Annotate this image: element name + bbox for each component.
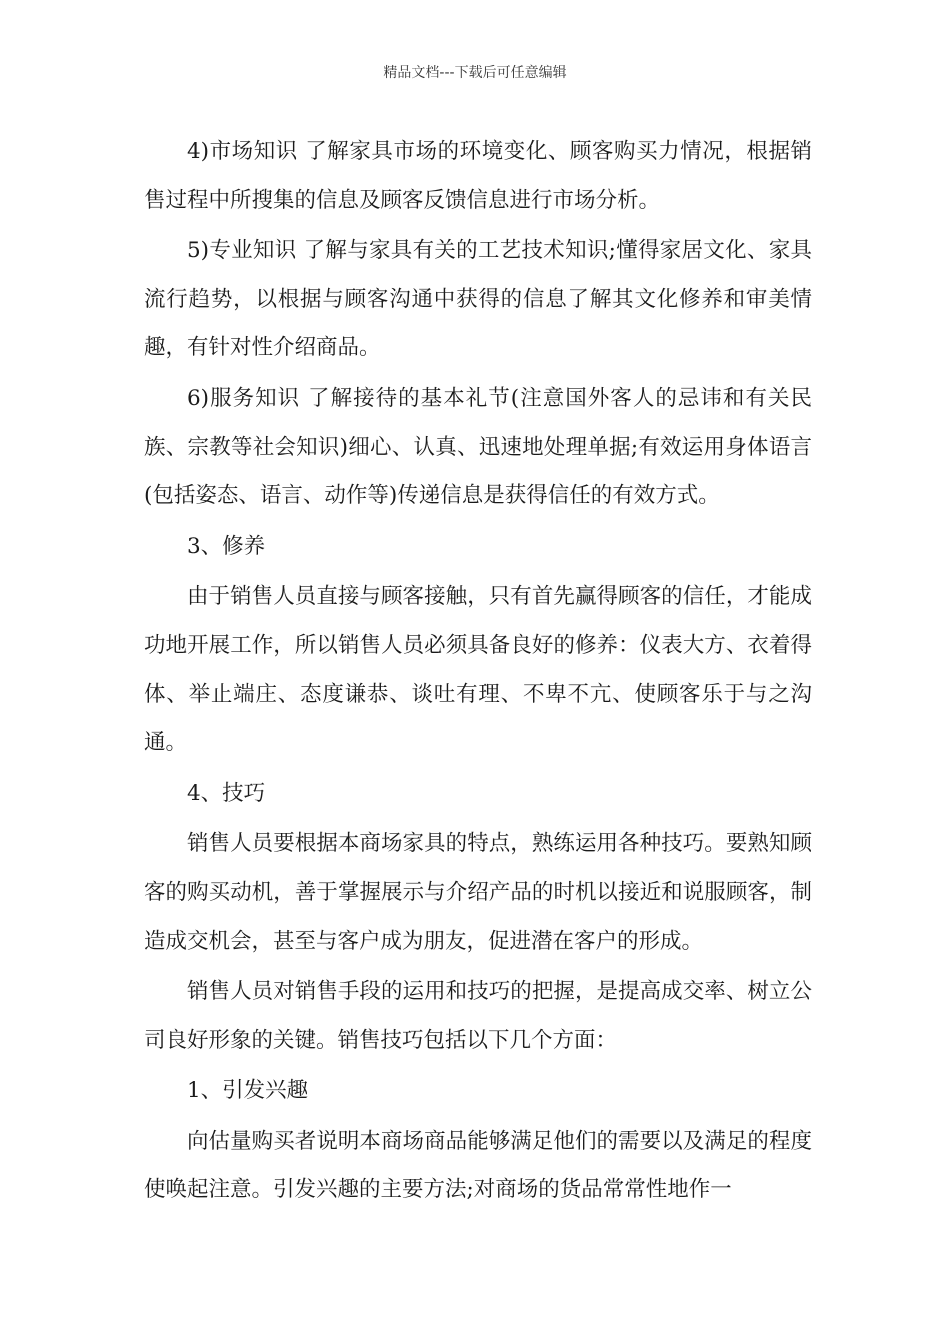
document-body: [144, 128, 812, 1217]
section-heading-cultivation: 3、修养: [187, 533, 266, 559]
paragraph-sales-techniques: 销售人员对销售手段的运用和技巧的把握，是提高成交率、树立公司良好形象的关键。销售技巧包括以下几个方面：: [144, 979, 812, 1053]
paragraph-professional-knowledge: 5)专业知识 了解与家具有关的工艺技术知识;懂得家居文化、家具流行趋势，以根据与顾客沟通中获得的信息了解其文化修养和审美情趣，有针对性介绍商品。: [144, 238, 812, 361]
section-heading-arouse-interest: 1、引发兴趣: [187, 1078, 309, 1104]
paragraph-skills: 销售人员要根据本商场家具的特点，熟练运用各种技巧。要熟知顾客的购买动机，善于掌握展示与介绍产品的时机以接近和说服顾客，制造成交机会，甚至与客户成为朋友，促进潜在客户的形成。: [144, 831, 812, 954]
paragraph-arouse-interest: 向估量购买者说明本商场商品能够满足他们的需要以及满足的程度使唤起注意。引发兴趣的主要方法;对商场的货品常常性地作一: [144, 1128, 812, 1203]
section-heading-skills: 4、技巧: [187, 780, 266, 806]
page-header: 精品文档---下载后可任意编辑: [383, 65, 567, 81]
paragraph-market-knowledge: 4)市场知识 了解家具市场的环境变化、顾客购买力情况，根据销售过程中所搜集的信息及顾客反馈信息进行市场分析。: [144, 139, 812, 213]
paragraph-service-knowledge: 6)服务知识 了解接待的基本礼节(注意国外客人的忌讳和有关民族、宗教等社会知识)细心、认真、迅速地处理单据;有效运用身体语言(包括姿态、语言、动作等)传递信息是获得信任的有效方式。: [144, 385, 812, 509]
paragraph-cultivation: 由于销售人员直接与顾客接触，只有首先赢得顾客的信任，才能成功地开展工作，所以销售人员必须具备良好的修养：仪表大方、衣着得体、举止端庄、态度谦恭、谈吐有理、不卑不亢、使顾客乐于与之沟通。: [144, 584, 812, 756]
